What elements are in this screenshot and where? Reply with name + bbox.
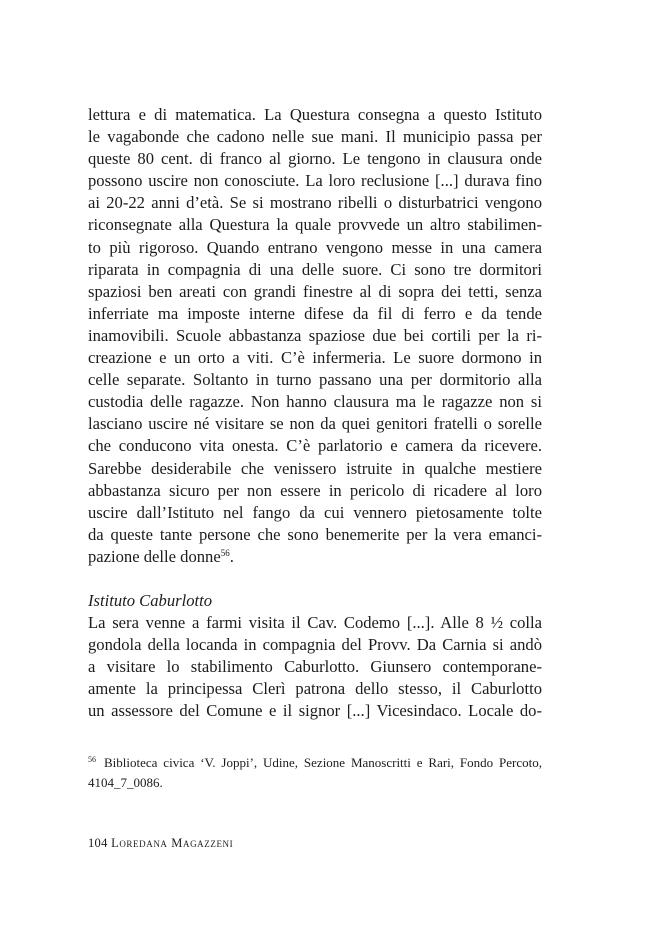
text-line: possono uscire non conosciute. La loro reclusione [...] durava fino: [88, 171, 542, 191]
running-footer: [88, 836, 233, 851]
page-number: 104: [88, 836, 108, 850]
footnote: [88, 753, 542, 793]
text-line: da queste tante persone che sono benemerite per la vera emanci-: [88, 524, 542, 544]
text-line: le vagabonde che cadono nelle sue mani. Il municipio passa per: [88, 127, 542, 147]
text-line: a visitare lo stabilimento Caburlotto. Giunsero contemporane-: [88, 657, 542, 677]
text-line: Sarebbe desiderabile che venissero istruite in qualche mestiere: [88, 458, 542, 478]
sentence-end: .: [229, 546, 234, 566]
footnote-number: 56: [88, 755, 96, 764]
text-line: queste 80 cent. di franco al giorno. Le tengono in clausura onde: [88, 149, 542, 169]
text-line: che conducono vita onesta. C’è parlatorio e camera da ricevere.: [88, 436, 542, 456]
paragraph-1: [88, 104, 542, 568]
text-line: riconsegnate alla Questura la quale provvede un altro stabilimen-: [88, 215, 542, 235]
footnote-reference[interactable]: 56: [220, 547, 230, 558]
text-line: amente la principessa Clerì patrona dello stesso, il Caburlotto: [88, 679, 542, 699]
footnote-text-line-1: Biblioteca civica ‘V. Joppi’, Udine, Sezione Manoscritti e Rari, Fondo Percoto,: [104, 755, 542, 770]
text-line: gondola della locanda in compagnia del Provv. Da Carnia si andò: [88, 635, 542, 655]
text-line: abbastanza sicuro per non essere in pericolo di ricadere al loro: [88, 480, 542, 500]
text-line-content: pazione delle donne: [88, 546, 221, 566]
text-line: riparata in compagnia di una delle suore. Ci sono tre dormitori: [88, 259, 542, 279]
text-line: lasciano uscire né visitare se non da quei genitori fratelli o sorelle: [88, 414, 542, 434]
text-line: un assessore del Comune e il signor [...] Vicesindaco. Locale do-: [88, 701, 542, 721]
text-line: celle separate. Soltanto in turno passano una per dormitorio alla: [88, 370, 542, 390]
text-line: to più rigoroso. Quando entrano vengono messe in una camera: [88, 237, 542, 257]
text-line: spaziosi ben areati con grandi finestre al di sopra dei tetti, senza: [88, 281, 542, 301]
text-line: [88, 546, 542, 568]
main-text: [88, 104, 542, 723]
text-line: inferriate ma imposte interne difese da fil di ferro e da tende: [88, 303, 542, 323]
text-line: uscire dall’Istituto nel fango da cui vennero pietosamente tolte: [88, 502, 542, 522]
paragraph-2: [88, 612, 542, 722]
text-line: custodia delle ragazze. Non hanno clausura ma le ragazze non si: [88, 392, 542, 412]
author-name: Loredana Magazzeni: [111, 836, 234, 850]
text-line: inamovibili. Scuole abbastanza spaziose due bei cortili per la ri-: [88, 325, 542, 345]
text-line: lettura e di matematica. La Questura consegna a questo Istituto: [88, 105, 542, 124]
footnote-text-line-2: 4104_7_0086.: [88, 775, 163, 790]
text-line: La sera venne a farmi visita il Cav. Codemo [...]. Alle 8 ½ colla: [88, 613, 542, 633]
section-title: Istituto Caburlotto: [88, 590, 213, 610]
text-line: creazione e un orto a viti. C’è infermeria. Le suore dormono in: [88, 348, 542, 368]
text-line: ai 20-22 anni d’età. Se si mostrano ribelli o disturbatrici vengono: [88, 193, 542, 213]
